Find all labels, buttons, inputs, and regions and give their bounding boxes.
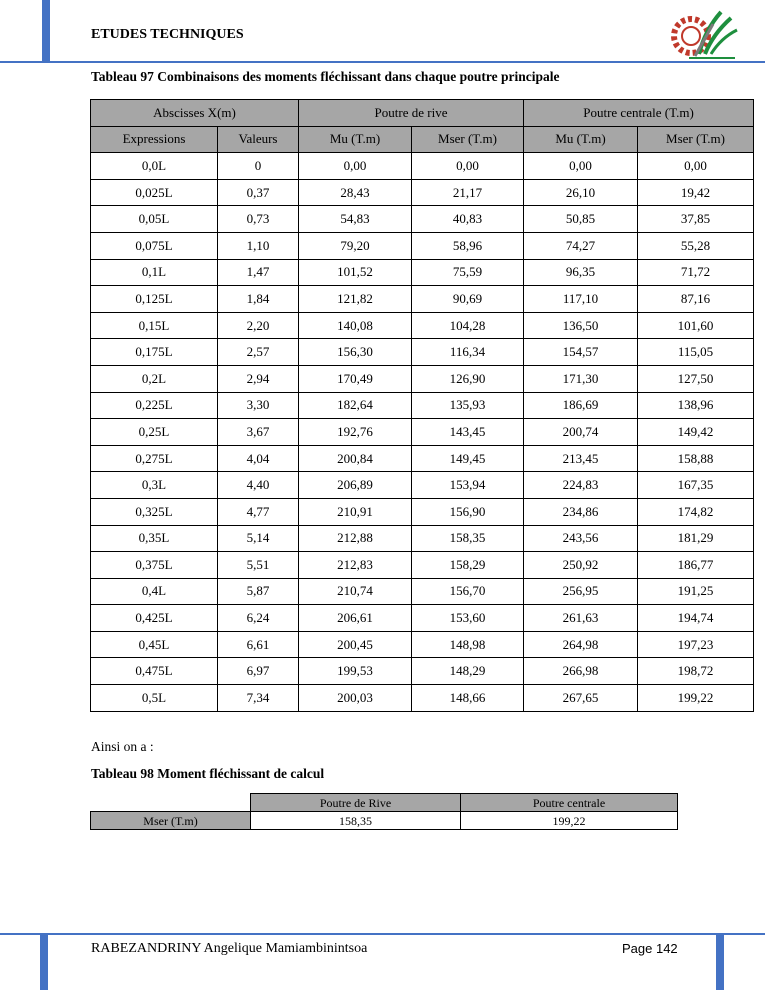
table-cell: 0,45L [91,631,218,658]
table-cell: 140,08 [299,312,412,339]
table-cell: 0,73 [218,206,299,233]
table-cell: 156,90 [412,498,524,525]
table-cell: 58,96 [412,232,524,259]
table-cell: 0 [218,153,299,180]
table-cell: 200,74 [524,419,638,446]
table-cell: 186,77 [638,552,754,579]
table-row [91,286,754,313]
table-cell: 0,35L [91,525,218,552]
table-cell: 0,4L [91,578,218,605]
table-98-caption: Tableau 98 Moment fléchissant de calcul [91,766,325,781]
table-cell: 117,10 [524,286,638,313]
header-accent-bar [42,0,50,62]
table-cell: 0,225L [91,392,218,419]
table-cell: 5,87 [218,578,299,605]
table-row [91,472,754,499]
table-cell: 197,23 [638,631,754,658]
table-row [91,339,754,366]
table-cell: 212,88 [299,525,412,552]
table-cell: 234,86 [524,498,638,525]
table-cell: 267,65 [524,685,638,712]
table-row [91,206,754,233]
table-cell: 0,3L [91,472,218,499]
column-header-mu-rive: Mu (T.m) [299,126,412,153]
table-row [91,312,754,339]
table-cell: 198,72 [638,658,754,685]
table-cell: 149,45 [412,445,524,472]
table-cell: 3,67 [218,419,299,446]
table-row [91,498,754,525]
table-row [91,658,754,685]
table-cell: 135,93 [412,392,524,419]
table-cell: 5,14 [218,525,299,552]
table-cell: 148,29 [412,658,524,685]
table-cell: 0,075L [91,232,218,259]
table-cell: 212,83 [299,552,412,579]
table-cell: 174,82 [638,498,754,525]
table-cell: 90,69 [412,286,524,313]
table-cell: 28,43 [299,179,412,206]
table-cell: 261,63 [524,605,638,632]
table-cell: 158,29 [412,552,524,579]
table-cell: 74,27 [524,232,638,259]
table-cell: 154,57 [524,339,638,366]
column-group-abscisses: Abscisses X(m) [91,100,299,127]
table-row [91,365,754,392]
table-cell: 126,90 [412,365,524,392]
value-poutre-de-rive: 158,35 [251,812,461,830]
table-cell: 101,60 [638,312,754,339]
table-cell: 3,30 [218,392,299,419]
design-moment-table [90,793,678,830]
table-cell: 26,10 [524,179,638,206]
table-cell: 0,00 [524,153,638,180]
table-cell: 0,175L [91,339,218,366]
table-row [91,419,754,446]
institution-logo-icon [669,6,739,62]
table-cell: 79,20 [299,232,412,259]
table-cell: 200,03 [299,685,412,712]
table-cell: 50,85 [524,206,638,233]
table-cell: 210,74 [299,578,412,605]
table-cell: 1,84 [218,286,299,313]
table-cell: 127,50 [638,365,754,392]
table-cell: 266,98 [524,658,638,685]
table-cell: 148,66 [412,685,524,712]
table-cell: 200,84 [299,445,412,472]
column-header-poutre-de-rive: Poutre de Rive [251,794,461,812]
table-cell: 206,61 [299,605,412,632]
table-cell: 0,325L [91,498,218,525]
column-header-poutre-centrale: Poutre centrale [461,794,678,812]
table-cell: 138,96 [638,392,754,419]
table-row [91,153,754,180]
column-group-poutre-de-rive: Poutre de rive [299,100,524,127]
table-cell: 115,05 [638,339,754,366]
table-cell: 0,475L [91,658,218,685]
table-cell: 182,64 [299,392,412,419]
table-cell: 194,74 [638,605,754,632]
table-cell: 181,29 [638,525,754,552]
table-cell: 71,72 [638,259,754,286]
table-cell: 167,35 [638,472,754,499]
table-cell: 191,25 [638,578,754,605]
table-cell: 210,91 [299,498,412,525]
page-header-title: ETUDES TECHNIQUES [91,27,244,42]
column-header-mu-centrale: Mu (T.m) [524,126,638,153]
table-group-header-row [91,100,754,127]
footer-author: RABEZANDRINY Angelique Mamiambinintsoa [91,941,368,956]
table-cell: 55,28 [638,232,754,259]
column-header-expressions: Expressions [91,126,218,153]
column-header-mser-centrale: Mser (T.m) [638,126,754,153]
table-cell: 200,45 [299,631,412,658]
footer-rule [0,933,765,935]
table-cell: 0,0L [91,153,218,180]
table-cell: 264,98 [524,631,638,658]
table-cell: 0,00 [299,153,412,180]
table-cell: 224,83 [524,472,638,499]
table-cell: 0,05L [91,206,218,233]
table-row [91,631,754,658]
value-poutre-centrale: 199,22 [461,812,678,830]
footer-right-accent-bar [716,933,724,990]
table-row [91,259,754,286]
table-cell: 6,97 [218,658,299,685]
table-cell: 121,82 [299,286,412,313]
table-cell: 2,94 [218,365,299,392]
table-cell: 0,275L [91,445,218,472]
table-cell: 1,10 [218,232,299,259]
table-row [91,578,754,605]
table-cell: 199,53 [299,658,412,685]
table-cell: 0,25L [91,419,218,446]
table-cell: 0,15L [91,312,218,339]
table-cell: 37,85 [638,206,754,233]
table-cell: 148,98 [412,631,524,658]
table-cell: 87,16 [638,286,754,313]
table-cell: 156,70 [412,578,524,605]
table-cell: 2,20 [218,312,299,339]
table-cell: 0,5L [91,685,218,712]
table-cell: 170,49 [299,365,412,392]
table-cell: 136,50 [524,312,638,339]
table-cell: 206,89 [299,472,412,499]
table-row [91,179,754,206]
table-row [91,812,678,830]
table-cell: 0,1L [91,259,218,286]
table-cell: 171,30 [524,365,638,392]
table-cell: 96,35 [524,259,638,286]
table-row [91,552,754,579]
table-cell: 0,2L [91,365,218,392]
table-cell: 40,83 [412,206,524,233]
table-cell: 5,51 [218,552,299,579]
table-cell: 158,88 [638,445,754,472]
table-cell: 21,17 [412,179,524,206]
moments-combination-table [90,99,754,712]
table-cell: 186,69 [524,392,638,419]
page-number: Page 142 [622,941,678,956]
table-row [91,232,754,259]
table-header-row [91,126,754,153]
table-row [91,525,754,552]
table-cell: 6,61 [218,631,299,658]
table-cell: 116,34 [412,339,524,366]
table-cell: 75,59 [412,259,524,286]
table-cell: 7,34 [218,685,299,712]
table-cell: 158,35 [412,525,524,552]
table-row [91,445,754,472]
table-cell: 213,45 [524,445,638,472]
table-cell: 153,60 [412,605,524,632]
table-cell: 4,77 [218,498,299,525]
table-cell: 0,00 [638,153,754,180]
header-rule [0,61,765,63]
table-97-caption: Tableau 97 Combinaisons des moments fléchissant dans chaque poutre principale [91,69,560,84]
table-cell: 1,47 [218,259,299,286]
table-cell: 153,94 [412,472,524,499]
table-row [91,392,754,419]
table-cell: 199,22 [638,685,754,712]
table-cell: 0,375L [91,552,218,579]
table-cell: 0,025L [91,179,218,206]
footer-left-accent-bar [40,933,48,990]
table-cell: 6,24 [218,605,299,632]
table-cell: 243,56 [524,525,638,552]
table-cell: 192,76 [299,419,412,446]
table-cell: 4,04 [218,445,299,472]
table-cell: 104,28 [412,312,524,339]
table-cell: 4,40 [218,472,299,499]
table-cell: 19,42 [638,179,754,206]
table-cell: 2,57 [218,339,299,366]
table-header-row [91,794,678,812]
table-cell: 0,37 [218,179,299,206]
table-cell: 149,42 [638,419,754,446]
table-row [91,605,754,632]
table-cell: 101,52 [299,259,412,286]
table-cell: 0,425L [91,605,218,632]
table-cell: 256,95 [524,578,638,605]
intro-text: Ainsi on a : [91,739,154,754]
row-label-mser: Mser (T.m) [91,812,251,830]
table-cell: 54,83 [299,206,412,233]
column-header-valeurs: Valeurs [218,126,299,153]
table-cell: 156,30 [299,339,412,366]
table-row [91,685,754,712]
table-cell: 0,125L [91,286,218,313]
column-group-poutre-centrale: Poutre centrale (T.m) [524,100,754,127]
column-header-mser-rive: Mser (T.m) [412,126,524,153]
empty-corner-cell [91,794,251,812]
table-cell: 0,00 [412,153,524,180]
table-cell: 143,45 [412,419,524,446]
table-cell: 250,92 [524,552,638,579]
